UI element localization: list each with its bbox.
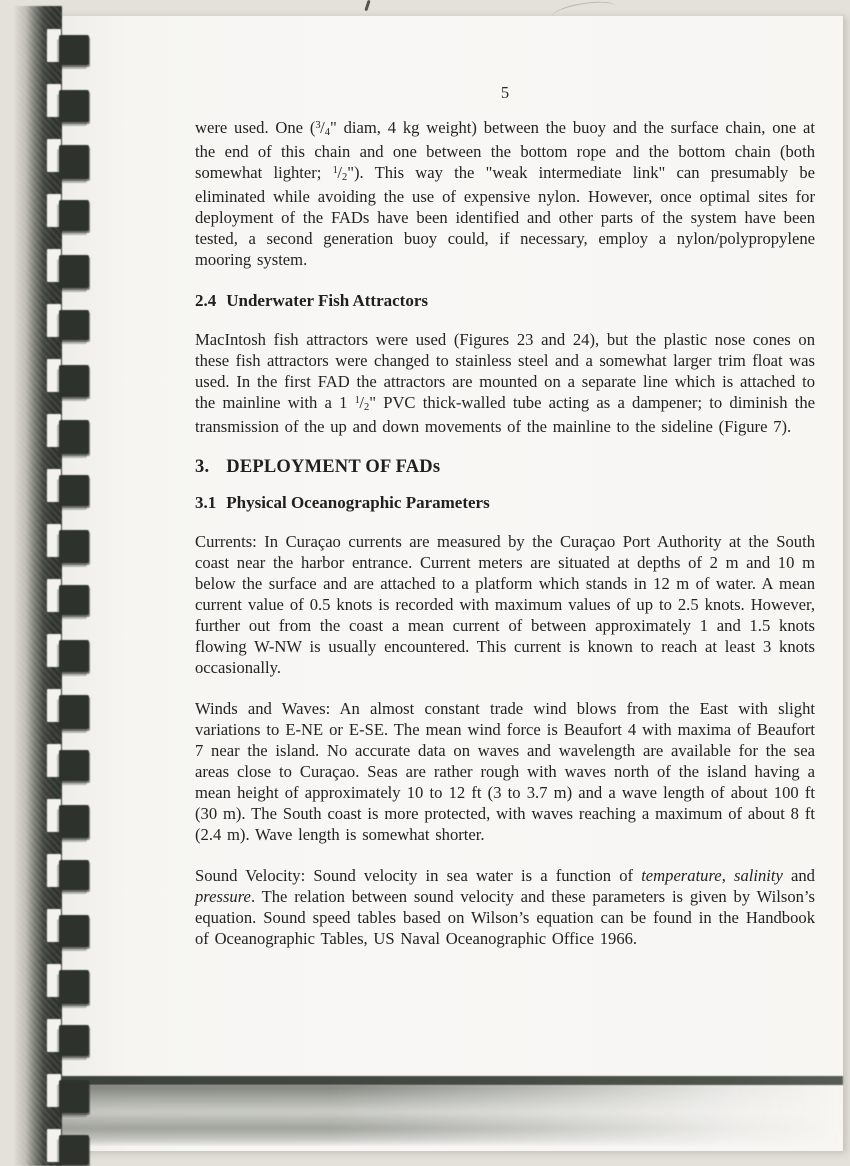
heading-number: 3. — [195, 457, 210, 477]
paragraph — [195, 865, 815, 949]
text-run: were used. One ( — [195, 118, 316, 137]
scratch-mark — [364, 0, 370, 11]
binding-comb — [0, 0, 112, 1166]
heading-title: DEPLOYMENT OF FADs — [226, 457, 441, 477]
page-content — [195, 117, 815, 969]
text-run: 4 — [324, 127, 331, 138]
binding-tooth — [59, 585, 89, 615]
binding-tooth — [59, 365, 89, 397]
binding-tooth — [59, 310, 89, 340]
text-run: Currents: In Curaçao currents are measured by the Curaçao Port Authority at the South coast near the harbor entrance. Current meters are situated at depths of 2 m and 10 m below the surface and are attached to a platform which stands in 12 m of water. A mean current value of 0.5 knots is recorded with maximum values of up to 2.5 knots. However, further out from the coast a mean current of between approximately 1 and 1.5 knots flowing W-NW is usually encountered. This current is known to reach at least 3 knots occasionally. — [195, 532, 815, 677]
text-run: Winds and Waves: An almost constant trade wind blows from the East with slight variations to E-NE or E-SE. The mean wind force is Beaufort 4 with maxima of Beaufort 7 near the island. No accurate data on waves and wavelength are available for the sea areas close to Curaçao. Seas are rather rough with waves north of the island having a mean height of approximately 10 to 12 ft (3 to 3.7 m) and a wave length of about 100 ft (30 m). The South coast is more protected, with waves reaching a maximum of about 8 ft (2.4 m). Wave length is somewhat shorter. — [195, 699, 815, 844]
page-number: 5 — [500, 83, 510, 102]
binding-tooth — [59, 90, 89, 122]
heading-number: 3.1 — [195, 493, 217, 512]
text-run: salinity — [734, 866, 783, 885]
text-run: / — [359, 393, 364, 412]
paragraph — [195, 329, 815, 437]
text-run: 1 — [332, 165, 338, 176]
binding-tooth — [59, 970, 89, 1004]
binding-tooth — [59, 695, 89, 729]
heading-3 — [195, 457, 815, 478]
paragraph — [195, 117, 815, 270]
binding-tooth — [59, 35, 89, 65]
binding-tooth — [59, 475, 89, 506]
page — [57, 15, 843, 1151]
heading-title: Underwater Fish Attractors — [226, 291, 429, 310]
text-run: " diam, 4 kg weight) between the buoy and the surface chain, one at the end of this chain and one between the bottom rope and the bottom chain (both somewhat lighter; — [195, 118, 815, 182]
paragraph — [195, 531, 815, 678]
binding-tooth — [59, 200, 89, 231]
binding-tooth — [59, 420, 89, 454]
text-run: 3 — [315, 120, 321, 131]
text-run: 1 — [354, 395, 360, 406]
paragraph — [195, 698, 815, 845]
text-run: temperature — [641, 866, 722, 885]
text-run: "). This way the "weak intermediate link" can presumably be eliminated while avoiding the use of expensive nylon. However, once optimal sites for deployment of the FADs have been identified and other parts of the system have been tested, a second generation buoy could, if necessary, employ a nylon/polypropylene mooring system. — [195, 163, 815, 269]
binding-tooth — [59, 1025, 89, 1056]
text-run: 2 — [341, 172, 348, 183]
text-run: , — [721, 866, 734, 885]
text-run: MacIntosh fish attractors were used (Figures 23 and 24), but the plastic nose cones on these fish attractors were changed to stainless steel and a somewhat larger trim float was used. In the first FAD the attractors are mounted on a separate line which is attached to the mainline with a 1 — [195, 330, 815, 412]
binding-tooth — [59, 805, 89, 838]
binding-tooth — [59, 750, 89, 781]
heading-3-1 — [195, 492, 815, 513]
text-run: pressure — [195, 887, 251, 906]
binding-tooth — [59, 915, 89, 947]
heading-number: 2.4 — [195, 291, 217, 310]
text-run: Sound Velocity: Sound velocity in sea water is a function of — [195, 866, 642, 885]
binding-tooth — [59, 255, 89, 288]
binding-tooth — [59, 530, 89, 563]
binding-tooth — [59, 1080, 89, 1113]
heading-2-4 — [195, 290, 815, 311]
text-run: / — [337, 163, 342, 182]
text-run: and — [782, 866, 815, 885]
text-run: / — [320, 118, 325, 137]
text-run: . The relation between sound velocity and these parameters is given by Wilson’s equation. Sound speed tables based on Wilson’s equation can be found in the Handbook of Oceanographic Tables, US Naval Oceanographic Office 1966. — [195, 887, 815, 948]
bottom-shadow-blob — [57, 1084, 843, 1146]
binding-tooth — [59, 860, 89, 890]
text-run: 2 — [363, 402, 370, 413]
binding-tooth — [59, 640, 89, 672]
binding-tooth — [59, 145, 89, 179]
text-run: " PVC thick-walled tube acting as a dampener; to diminish the transmission of the up and down movements of the mainline to the sideline (Figure 7). — [195, 393, 815, 436]
heading-title: Physical Oceanographic Parameters — [226, 493, 490, 512]
binding-tooth — [59, 1135, 89, 1165]
